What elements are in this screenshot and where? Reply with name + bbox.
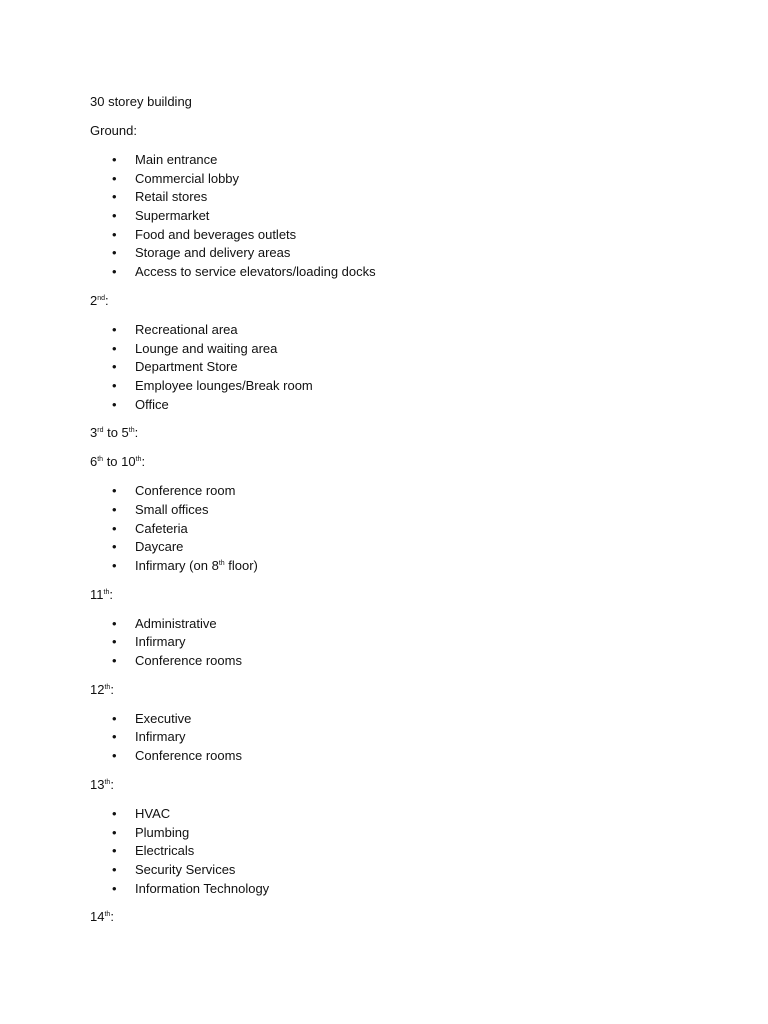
bullet-icon: • [112,189,117,205]
bullet-icon: • [112,152,117,167]
bullet-icon: • [112,615,117,631]
bullet-icon: • [112,880,117,896]
list-item [90,652,690,671]
bullet-icon: • [112,520,117,536]
bullet-icon: • [112,634,117,650]
text-run: Supermarket [135,208,210,224]
text-run: 14 [90,909,105,925]
text-run: : [110,776,114,792]
bullet-icon: • [112,805,117,821]
text-run: to 5 [103,425,129,441]
list-item [90,880,690,899]
text-run: Small offices [135,501,209,517]
list-item [90,615,690,634]
text-run: : [109,586,113,602]
text-run: Access to service elevators/loading docks [135,264,376,280]
bullet-icon: • [112,377,117,393]
list-item [90,557,690,576]
bullet-list [90,805,690,898]
floor-heading [90,681,690,699]
bullet-icon: • [112,861,117,877]
ordinal-suffix: th [218,560,225,567]
bullet-icon: • [112,396,117,412]
list-item [90,538,690,557]
text-run: Conference rooms [135,653,242,669]
ordinal-suffix: th [104,683,111,691]
list-item [90,396,690,415]
bullet-icon: • [112,483,117,499]
list-item [90,805,690,824]
list-item [90,377,690,396]
text-run: Information Technology [135,880,270,896]
ordinal-suffix: th [128,427,135,435]
floor-heading [90,586,690,604]
list-item [90,321,690,340]
list-item [90,633,690,652]
ordinal-suffix: th [104,778,111,786]
list-item [90,861,690,880]
floor-section-13th [90,776,690,898]
text-run: Infirmary [135,634,186,650]
text-run: 13 [90,776,105,792]
bullet-list [90,321,690,414]
list-item [90,842,690,861]
floor-section-11th [90,586,690,671]
floor-section-14th [90,908,690,926]
ordinal-suffix: rd [97,427,104,435]
list-item [90,263,690,282]
list-item [90,244,690,263]
bullet-icon: • [112,748,117,764]
bullet-list [90,482,690,575]
text-run: : [110,909,114,925]
bullet-icon: • [112,824,117,840]
text-run: : [105,292,109,308]
text-run: Cafeteria [135,520,188,536]
text-run: Security Services [135,861,236,877]
floor-sections [90,122,690,926]
bullet-icon: • [112,321,117,337]
bullet-icon: • [112,359,117,375]
floor-section-ground [90,122,690,282]
floor-section-6th-10th [90,453,690,575]
text-run: Infirmary [135,729,186,745]
bullet-icon: • [112,558,117,573]
list-item [90,226,690,245]
document-title: 30 storey building [90,94,192,109]
list-item [90,170,690,189]
text-run: Retail stores [135,189,208,205]
floor-section-3rd-5th [90,424,690,442]
text-run: to 10 [103,454,136,470]
floor-section-2nd [90,292,690,414]
text-run: Ground: [90,123,137,138]
text-run: Food and beverages outlets [135,226,297,242]
list-item [90,340,690,359]
text-run: Main entrance [135,152,218,167]
text-run: Infirmary (on 8 [135,558,219,573]
bullet-icon: • [112,340,117,356]
floor-heading [90,122,690,140]
ordinal-suffix: th [103,588,110,596]
bullet-icon: • [112,729,117,745]
text-run: : [141,454,146,470]
bullet-list [90,151,690,282]
list-item [90,188,690,207]
text-run: HVAC [135,805,171,821]
text-run: 2 [90,292,98,308]
text-run: Conference room [135,483,236,499]
floor-heading [90,424,690,442]
text-run: Storage and delivery areas [135,245,291,261]
list-item [90,728,690,747]
text-run: Conference rooms [135,748,242,764]
text-run: Commercial lobby [135,170,240,186]
ordinal-suffix: th [97,456,104,464]
text-run: Lounge and waiting area [135,340,278,356]
list-item [90,710,690,729]
list-item [90,207,690,226]
text-run: Office [135,396,169,412]
list-item [90,520,690,539]
ordinal-suffix: th [135,456,142,464]
text-run: : [134,425,139,441]
text-run: 6 [90,454,98,470]
text-run: 3 [90,425,98,441]
bullet-icon: • [112,501,117,517]
list-item [90,482,690,501]
bullet-icon: • [112,170,117,186]
bullet-list [90,710,690,766]
list-item [90,151,690,170]
floor-section-12th [90,681,690,766]
text-run: Daycare [135,539,184,555]
ordinal-suffix: th [104,911,111,919]
text-run: Electricals [135,843,195,859]
list-item [90,501,690,520]
bullet-icon: • [112,245,117,261]
text-run: Plumbing [135,824,190,840]
document-body [90,93,690,937]
bullet-icon: • [112,226,117,242]
floor-heading [90,453,690,471]
floor-heading [90,292,690,310]
bullet-icon: • [112,264,117,280]
ordinal-suffix: nd [97,294,106,302]
text-run: 12 [90,681,105,697]
text-run: Executive [135,710,192,726]
list-item [90,747,690,766]
list-item [90,824,690,843]
text-run: : [110,681,114,697]
bullet-icon: • [112,710,117,726]
bullet-icon: • [112,653,117,669]
floor-heading [90,908,690,926]
bullet-icon: • [112,208,117,224]
bullet-icon: • [112,843,117,859]
bullet-icon: • [112,539,117,555]
text-run: 11 [90,586,104,602]
text-run: Recreational area [135,321,238,337]
text-run: floor) [224,558,258,573]
list-item [90,358,690,377]
floor-heading [90,776,690,794]
text-run: Department Store [135,359,238,375]
bullet-list [90,615,690,671]
text-run: Administrative [135,615,217,631]
text-run: Employee lounges/Break room [135,377,313,393]
